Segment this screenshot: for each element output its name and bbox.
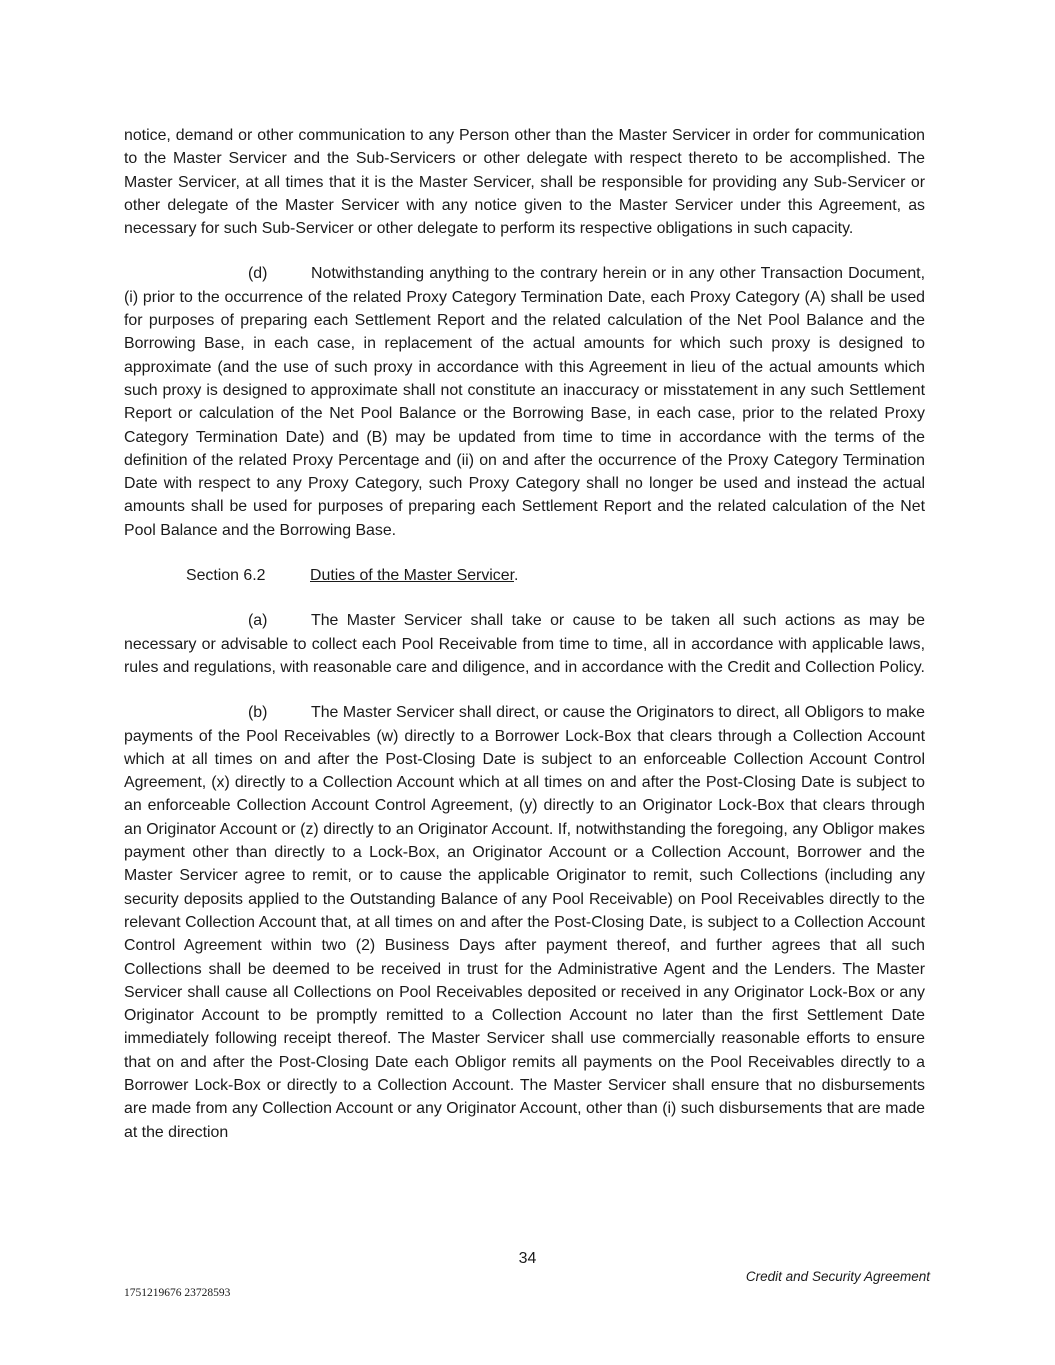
- paragraph-a-label: (a): [248, 612, 268, 630]
- footer-document-title: Credit and Security Agreement: [745, 1269, 930, 1284]
- section-number: Section 6.2: [186, 567, 266, 585]
- document-id: 1751219676 23728593: [124, 1287, 231, 1299]
- page-number: 34: [518, 1250, 537, 1267]
- section-title: Duties of the Master Servicer: [310, 567, 515, 585]
- paragraph-d-label: (d): [248, 265, 268, 283]
- paragraph-b-text: The Master Servicer shall direct, or cause the Originators to direct, all Obligors to make payments of the Pool Receivables (w) directly to a Borrower Lock-Box that clears through a Collection Account which at all times on and after the Post-Closing Date is subject to an enforceable Collection Account Control Agreement, (x) directly to a Collection Account which at all times on and after the Post-Closing Date is subject to an enforceable Collection Account Control Agreement, (y) directly to an Originator Lock-Box that clears through an Originator Account or (z) directly to an Originator Account. If, notwithstanding the foregoing, any Obligor makes payment other than directly to a Lock-Box, an Originator Account or a Collection Account, Borrower and the Master Servicer agree to remit, or to cause the applicable Originator to remit, such Collections (including any security deposits applied to the Outstanding Balance of any Pool Receivable) on Pool Receivables directly to the relevant Collection Account that, at all times on and after the Post-Closing Date, is subject to a Collection Account Control Agreement within two (2) Business Days after payment thereof, and further agrees that all such Collections shall be deemed to be received in trust for the Administrative Agent and the Lenders. The Master Servicer shall cause all Collections on Pool Receivables deposited or received in any Originator Lock-Box or any Originator Account to be promptly remitted to a Collection Account no later than the first Settlement Date immediately following receipt thereof. The Master Servicer shall use commercially reasonable efforts to ensure that on and after the Post-Closing Date each Obligor remits all payments on the Pool Receivables directly to a Borrower Lock-Box or directly to a Collection Account. The Master Servicer shall ensure that no disbursements are made from any Collection Account or any Originator Account, other than (i) such disbursements that are made at the direction: [124, 704, 925, 1141]
- paragraph-d-text: Notwithstanding anything to the contrary herein or in any other Transaction Document, (i) prior to the occurrence of the related Proxy Category Termination Date, each Proxy Category (A) shall be used for purposes of preparing each Settlement Report and the related calculation of the Net Pool Balance and the Borrowing Base, in each case, in replacement of the actual amounts for which such proxy is designed to approximate (and the use of such proxy in accordance with this Agreement in lieu of the actual amounts which such proxy is designed to approximate shall not constitute an inaccuracy or misstatement in any such Settlement Report or calculation of the Net Pool Balance or the Borrowing Base, in each case, prior to the related Proxy Category Termination Date) and (B) may be updated from time to time in accordance with the terms of the definition of the related Proxy Percentage and (ii) on and after the occurrence of the Proxy Category Termination Date with respect to any Proxy Category, such Proxy Category shall no longer be used and instead the actual amounts shall be used for purposes of preparing each Settlement Report and the related calculation of the Net Pool Balance and the Borrowing Base.: [124, 265, 925, 539]
- document-body: [124, 124, 925, 1144]
- section-title-period: .: [514, 567, 519, 585]
- paragraph-b: [124, 701, 925, 1144]
- paragraph-a: [124, 609, 925, 679]
- paragraph-b-label: (b): [248, 704, 268, 722]
- paragraph-c-continuation: notice, demand or other communication to any Person other than the Master Servicer in order for communication to the Master Servicer and the Sub-Servicers or other delegate with respect thereto to be accomplished. The Master Servicer, at all times that it is the Master Servicer, shall be responsible for providing any Sub-Servicer or other delegate of the Master Servicer with any notice given to the Master Servicer under this Agreement, as necessary for such Sub-Servicer or other delegate to perform its respective obligations in such capacity.: [124, 127, 925, 238]
- paragraph-d: [124, 262, 925, 542]
- section-heading: [124, 564, 925, 587]
- paragraph-a-text: The Master Servicer shall take or cause to be taken all such actions as may be necessary or advisable to collect each Pool Receivable from time to time, all in accordance with applicable laws, rules and regulations, with reasonable care and diligence, and in accordance with the Credit and Collection Policy.: [124, 612, 925, 676]
